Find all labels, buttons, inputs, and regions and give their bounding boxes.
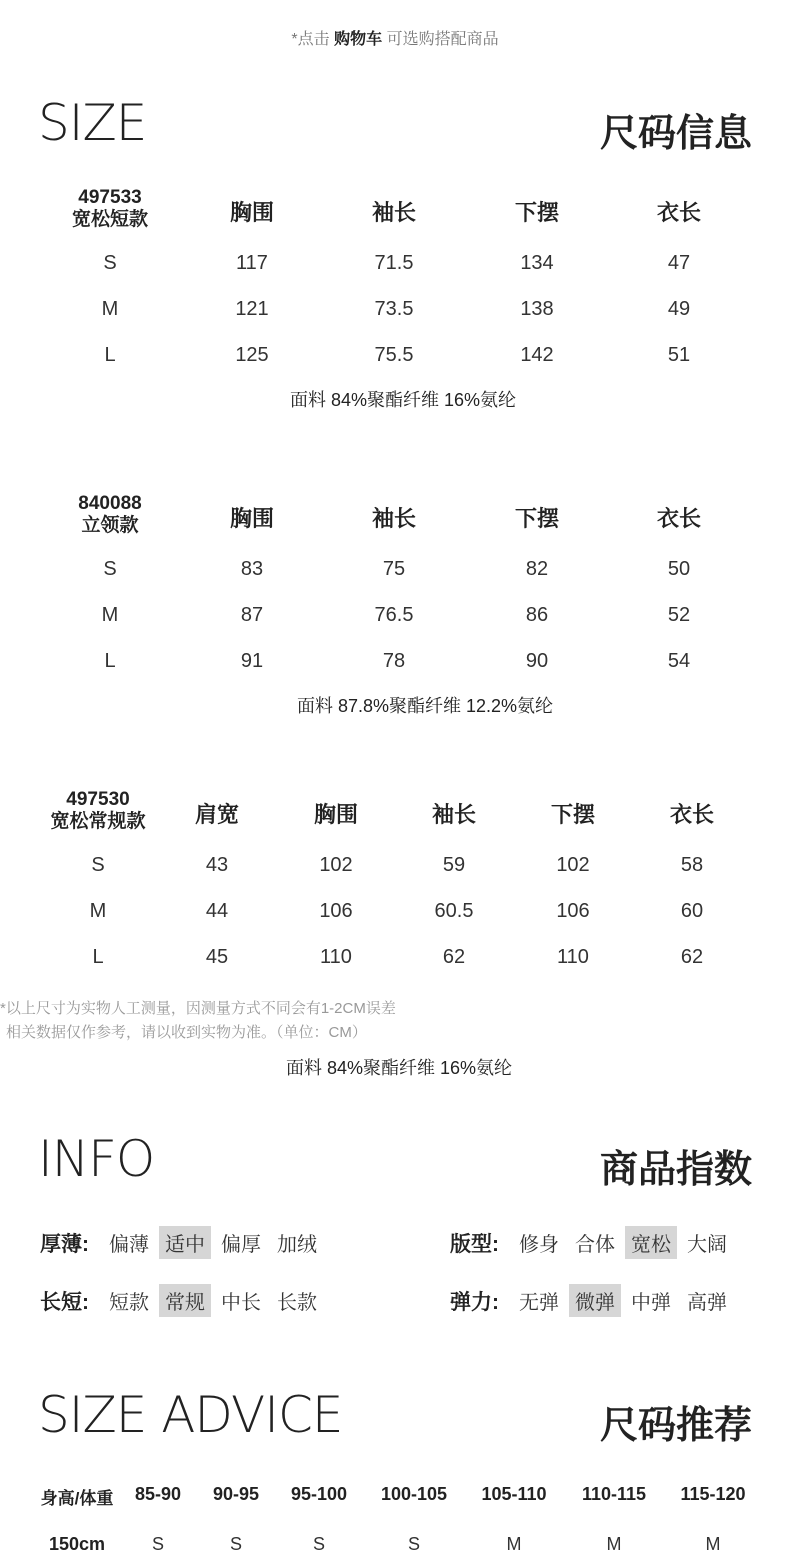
info-option: 大阔 (687, 1234, 727, 1256)
info-option-selected: 常规 (159, 1284, 211, 1317)
table-cell: 125 (235, 344, 269, 366)
info-title-cn: 商品指数 (599, 1149, 752, 1191)
size-label: L (104, 344, 116, 366)
advice-header: 85-90 (134, 1484, 182, 1504)
table-cell: 87 (240, 604, 264, 626)
product-code: 497530 宽松常规款 (50, 789, 146, 832)
advice-cell: M (705, 1534, 721, 1554)
advice-header: 90-95 (212, 1484, 260, 1504)
table-cell: 102 (556, 854, 590, 876)
advice-cell: M (606, 1534, 622, 1554)
table-cell: 58 (680, 854, 704, 876)
table-cell: 71.5 (374, 252, 414, 274)
table-cell: 62 (680, 946, 704, 968)
table-cell: 59 (442, 854, 466, 876)
measurement-note: *以上尺寸为实物人工测量，因测量方式不同会有1-2CM误差 (0, 1000, 396, 1017)
measurement-note: 相关数据仅作参考，请以收到实物为准。（单位：CM） (6, 1024, 367, 1041)
table-cell: 45 (205, 946, 229, 968)
col-header: 胸围 (229, 200, 274, 225)
table-cell: 83 (240, 558, 264, 580)
size-label: L (104, 650, 116, 672)
table-cell: 75 (382, 558, 406, 580)
info-elasticity (450, 1284, 733, 1317)
advice-header: 身高/体重 (40, 1489, 114, 1508)
col-header: 袖长 (431, 802, 476, 827)
size-label: L (92, 946, 104, 968)
info-option: 偏薄 (109, 1234, 149, 1256)
info-label: 版型: (450, 1232, 499, 1256)
info-option: 加绒 (277, 1234, 317, 1256)
col-header: 胸围 (313, 802, 358, 827)
table-cell: 110 (320, 946, 352, 968)
product-code: 840088 立领款 (78, 493, 142, 536)
col-header: 袖长 (371, 200, 416, 225)
col-header: 下摆 (514, 506, 559, 531)
cart-link[interactable]: 购物车 (334, 31, 383, 48)
info-option-selected: 宽松 (625, 1226, 677, 1259)
table-cell: 50 (667, 558, 691, 580)
col-header: 胸围 (229, 506, 274, 531)
info-length (40, 1284, 323, 1317)
advice-title-en: SIZE ADVICE (38, 1386, 343, 1444)
table-cell: 76.5 (374, 604, 414, 626)
size-label: M (101, 604, 119, 626)
size-title-en: SIZE (38, 94, 147, 152)
fabric-info: 面料 84%聚酯纤维 16%氨纶 (285, 1058, 513, 1078)
table-cell: 102 (319, 854, 353, 876)
table-cell: 60 (680, 900, 704, 922)
table-cell: 86 (525, 604, 549, 626)
info-option: 无弹 (519, 1292, 559, 1314)
advice-row-label: 150cm (48, 1534, 106, 1554)
table-cell: 106 (319, 900, 353, 922)
info-option: 长款 (277, 1292, 317, 1314)
table-cell: 49 (667, 298, 691, 320)
advice-cell: M (506, 1534, 522, 1554)
fabric-info: 面料 84%聚酯纤维 16%氨纶 (289, 390, 517, 410)
info-thickness (40, 1226, 323, 1259)
product-code: 497533 宽松短款 (71, 187, 148, 230)
table-cell: 106 (556, 900, 590, 922)
table-cell: 47 (667, 252, 691, 274)
info-option: 高弹 (687, 1292, 727, 1314)
advice-header: 110-115 (581, 1484, 647, 1504)
col-header: 衣长 (669, 802, 714, 827)
info-label: 长短: (40, 1290, 89, 1314)
info-option: 偏厚 (221, 1234, 261, 1256)
table-cell: 75.5 (374, 344, 414, 366)
table-cell: 117 (236, 252, 268, 274)
size-label: S (103, 252, 117, 274)
table-cell: 54 (667, 650, 691, 672)
table-cell: 62 (442, 946, 466, 968)
table-cell: 73.5 (374, 298, 414, 320)
table-cell: 142 (520, 344, 554, 366)
col-header: 衣长 (656, 506, 701, 531)
info-option: 短款 (109, 1292, 149, 1314)
advice-header: 100-105 (380, 1484, 448, 1504)
info-title-en: INFO (38, 1130, 155, 1188)
advice-header: 115-120 (680, 1484, 746, 1504)
table-cell: 138 (520, 298, 554, 320)
size-title-cn: 尺码信息 (599, 113, 752, 155)
table-cell: 121 (235, 298, 269, 320)
info-option: 合体 (575, 1234, 615, 1256)
col-header: 下摆 (550, 802, 595, 827)
fabric-info: 面料 87.8%聚酯纤维 12.2%氨纶 (296, 696, 554, 716)
table-cell: 44 (205, 900, 229, 922)
cart-tip: *点击 购物车 可选购搭配商品 (291, 31, 499, 48)
col-header: 肩宽 (194, 802, 239, 827)
size-label: S (103, 558, 117, 580)
info-option: 中长 (221, 1292, 261, 1314)
info-label: 厚薄: (40, 1232, 89, 1256)
info-option-selected: 微弹 (569, 1284, 621, 1317)
advice-cell: S (229, 1534, 242, 1554)
advice-cell: S (407, 1534, 420, 1554)
col-header: 下摆 (514, 200, 559, 225)
col-header: 衣长 (656, 200, 701, 225)
info-fit (450, 1226, 733, 1259)
table-cell: 134 (520, 252, 554, 274)
table-cell: 91 (240, 650, 264, 672)
advice-cell: S (312, 1534, 325, 1554)
col-header: 袖长 (371, 506, 416, 531)
info-option: 修身 (519, 1234, 559, 1256)
size-label: M (101, 298, 119, 320)
table-cell: 82 (525, 558, 549, 580)
advice-header: 95-100 (290, 1484, 348, 1504)
info-option: 中弹 (631, 1292, 671, 1314)
table-cell: 52 (667, 604, 691, 626)
advice-title-cn: 尺码推荐 (599, 1405, 752, 1447)
info-option-selected: 适中 (159, 1226, 211, 1259)
table-cell: 60.5 (434, 900, 474, 922)
advice-header: 105-110 (481, 1484, 547, 1504)
table-cell: 43 (205, 854, 229, 876)
size-label: M (89, 900, 107, 922)
size-label: S (91, 854, 105, 876)
table-cell: 51 (667, 344, 691, 366)
table-cell: 110 (557, 946, 589, 968)
table-cell: 78 (382, 650, 406, 672)
info-label: 弹力: (450, 1290, 499, 1314)
table-cell: 90 (525, 650, 549, 672)
advice-cell: S (151, 1534, 164, 1554)
